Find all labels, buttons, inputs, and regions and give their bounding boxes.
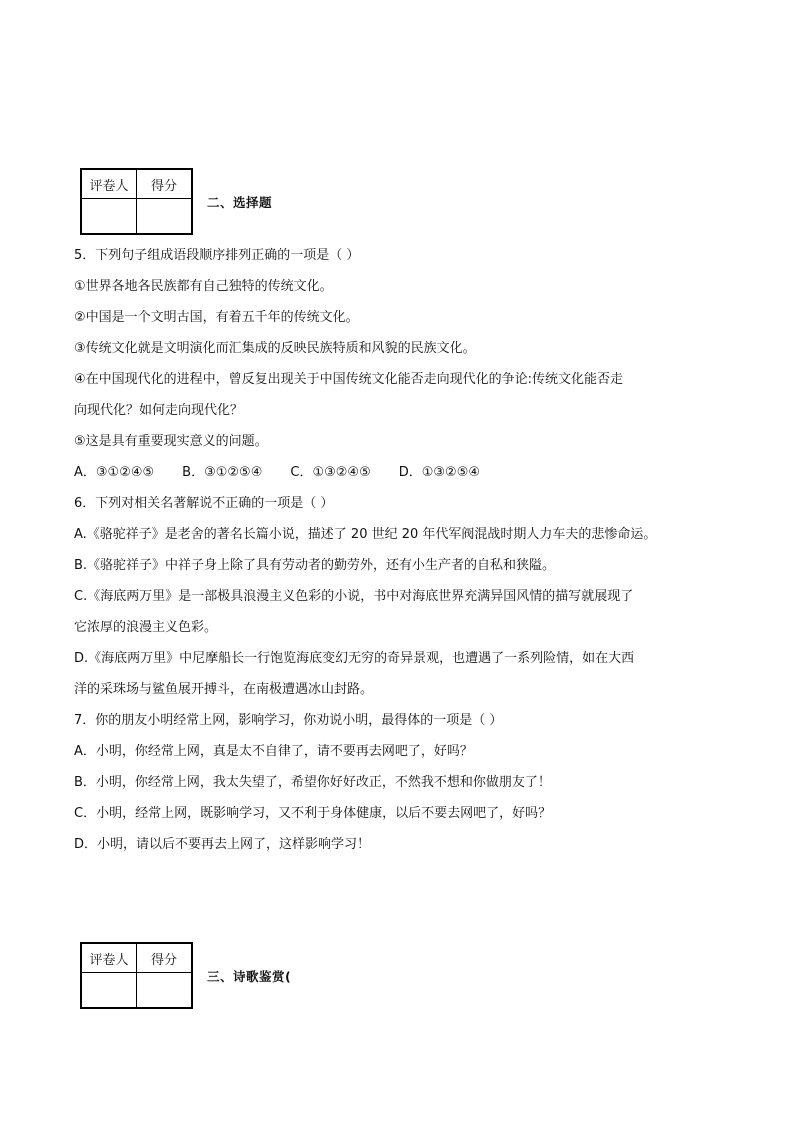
q5-option-d[interactable]: D．①③②⑤④ <box>398 465 481 480</box>
q5-sentence-5: ⑤这是具有重要现实意义的问题。 <box>74 434 268 449</box>
q5-sentence-3: ③传统文化就是文明演化而汇集成的反映民族特质和风貌的民族文化。 <box>74 341 476 356</box>
question-5-stem: 5．下列句子组成语段顺序排列正确的一项是（ ） <box>74 248 360 263</box>
question-7-stem: 7．你的朋友小明经常上网，影响学习，你劝说小明，最得体的一项是（ ） <box>74 713 503 728</box>
q5-sentence-1: ①世界各地各民族都有自己独特的传统文化。 <box>74 279 333 294</box>
section3-header <box>80 942 291 1009</box>
score-header: 得分 <box>137 169 193 199</box>
score-table <box>80 942 193 1009</box>
q6-option-d-cont: 洋的采珠场与鲨鱼展开搏斗，在南极遭遇冰山封路。 <box>74 682 374 697</box>
score-table <box>80 168 193 235</box>
q5-option-a[interactable]: A．③①②④⑤ <box>74 465 155 480</box>
score-cell <box>137 199 193 235</box>
reviewer-header: 评卷人 <box>81 169 137 199</box>
q6-option-b[interactable]: B.《骆驼祥子》中祥子身上除了具有劳动者的勤劳外，还有小生产者的自私和狭隘。 <box>74 558 556 573</box>
section-title: 二、选择题 <box>207 194 273 210</box>
question-6-stem: 6．下列对相关名著解说不正确的一项是（ ） <box>74 496 334 511</box>
q7-option-c[interactable]: C．小明，经常上网，既影响学习，又不利于身体健康，以后不要去网吧了，好吗？ <box>74 806 552 821</box>
question-list <box>74 240 714 860</box>
q7-option-b[interactable]: B．小明，你经常上网，我太失望了，希望你好好改正，不然我不想和你做朋友了！ <box>74 775 551 790</box>
q6-option-c-cont: 它浓厚的浪漫主义色彩。 <box>74 620 218 635</box>
q5-option-c[interactable]: C．①③②④⑤ <box>290 465 371 480</box>
q5-sentence-4-cont: 向现代化？如何走向现代化？ <box>74 403 244 418</box>
reviewer-header: 评卷人 <box>81 943 137 973</box>
reviewer-cell <box>81 199 137 235</box>
score-cell <box>137 973 193 1009</box>
q6-option-d[interactable]: D.《海底两万里》中尼摩船长一行饱览海底变幻无穷的奇异景观，也遭遇了一系列险情，如在大西 <box>74 651 635 666</box>
q5-options <box>74 457 714 488</box>
section2-header <box>80 168 272 235</box>
q7-option-d[interactable]: D．小明，请以后不要再去上网了，这样影响学习！ <box>74 837 371 852</box>
q5-sentence-4: ④在中国现代化的进程中，曾反复出现关于中国传统文化能否走向现代化的争论:传统文化能否走 <box>74 372 624 387</box>
q5-option-b[interactable]: B．③①②⑤④ <box>182 465 263 480</box>
score-header: 得分 <box>137 943 193 973</box>
reviewer-cell <box>81 973 137 1009</box>
q6-option-c[interactable]: C.《海底两万里》是一部极具浪漫主义色彩的小说，书中对海底世界充满异国风情的描写就展现了 <box>74 589 634 604</box>
section-title: 三、诗歌鉴赏( <box>207 968 292 984</box>
q5-sentence-2: ②中国是一个文明古国，有着五千年的传统文化。 <box>74 310 359 325</box>
q7-option-a[interactable]: A．小明，你经常上网，真是太不自律了，请不要再去网吧了，好吗？ <box>74 744 473 759</box>
q6-option-a[interactable]: A.《骆驼祥子》是老舍的著名长篇小说，描述了 20 世纪 20 年代军阀混战时期人力车夫的悲惨命运。 <box>74 527 657 542</box>
